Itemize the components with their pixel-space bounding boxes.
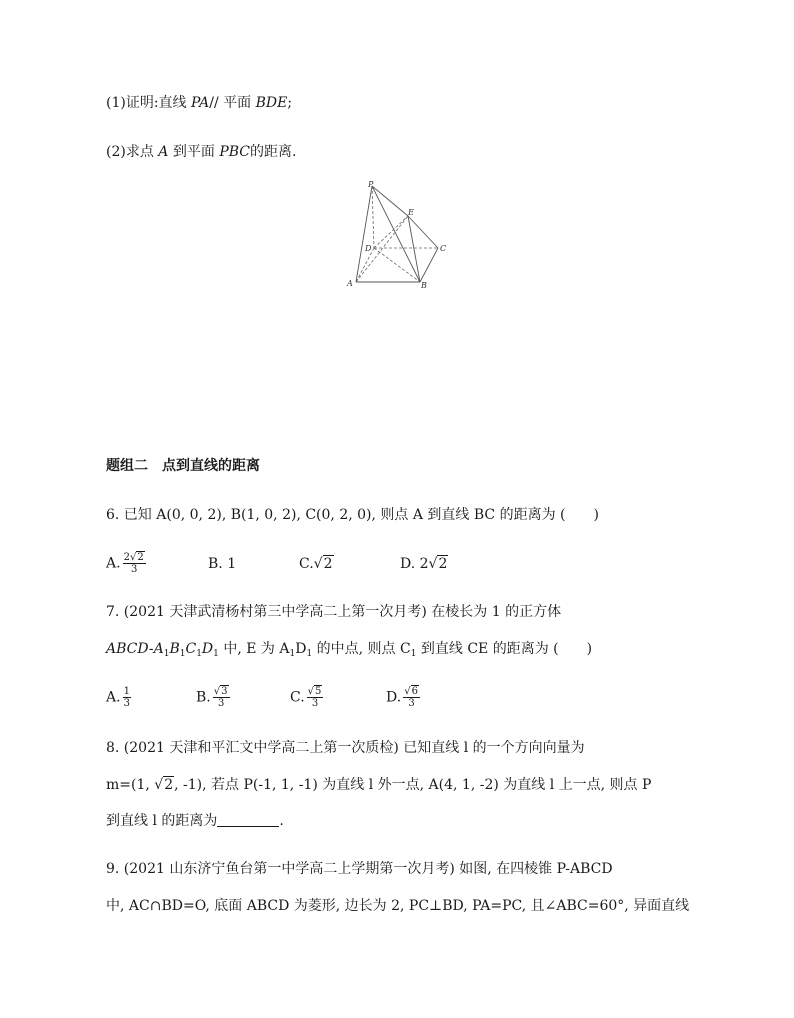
- edge-pe: [372, 186, 408, 216]
- q8-stem-line2: m=(1, √2, -1), 若点 P(-1, 1, -1) 为直线 l 外一点, A(4, 1, -2) 为直线 l 上一点, 则点 P: [106, 777, 652, 793]
- edge-bc: [420, 248, 438, 282]
- edge-eb: [408, 216, 420, 282]
- q6-stem: 6. 已知 A(0, 0, 2), B(1, 0, 2), C(0, 2, 0), 则点 A 到直线 BC 的距离为 ( ): [106, 507, 599, 523]
- q5-part2: (2)求点 A 到平面 PBC的距离.: [106, 144, 297, 160]
- q6-option-d: D. 2√2: [400, 556, 448, 572]
- answer-blank[interactable]: [217, 812, 279, 827]
- q6-option-c: C.√2: [299, 556, 333, 572]
- q9-stem-line1: 9. (2021 山东济宁鱼台第一中学高二上学期第一次月考) 如图, 在四棱锥 P-ABCD: [106, 861, 613, 877]
- q6-option-b: B. 1: [208, 556, 237, 572]
- label-c: C: [440, 244, 447, 253]
- edge-db: [374, 248, 420, 282]
- label-d: D: [365, 244, 372, 253]
- label-e: E: [408, 208, 414, 217]
- pyramid-figure: [340, 178, 460, 293]
- q9-stem-line2: 中, AC∩BD=O, 底面 ABCD 为菱形, 边长为 2, PC⊥BD, PA=PC, 且∠ABC=60°, 异面直线: [106, 898, 690, 914]
- q6-option-a: A. $\frac{2√2}{3}$: [106, 552, 144, 575]
- q7-option-d: D. $\frac{√6}{3}$: [386, 686, 418, 709]
- q5-part1: (1)证明:直线 PA// 平面 BDE;: [106, 95, 293, 111]
- q8-stem-line1: 8. (2021 天津和平汇文中学高二上第一次质检) 已知直线 l 的一个方向向量为: [106, 740, 585, 756]
- q8-stem-line3: 到直线 l 的距离为 .: [106, 813, 284, 829]
- q7-option-b: B. $\frac{√3}{3}$: [196, 686, 228, 709]
- q7-option-a: A. $\frac{1}{3}$: [106, 686, 130, 709]
- edge-pb: [372, 186, 420, 282]
- q7-stem-line1: 7. (2021 天津武清杨村第三中学高二上第一次月考) 在棱长为 1 的正方体: [106, 604, 562, 620]
- section-title: 题组二 点到直线的距离: [106, 458, 260, 474]
- label-p: P: [368, 180, 374, 189]
- q7-stem-line2: ABCD-$A_1B_1C_1D_1$ 中, E 为 $A_1D_1$ 的中点, 则点 $C_1$ 到直线 CE 的距离为 ( ): [106, 641, 593, 659]
- edge-de: [374, 216, 408, 248]
- edge-ae: [356, 216, 408, 282]
- label-a: A: [347, 279, 353, 288]
- label-b: B: [421, 281, 427, 290]
- fraction: $\frac{2√2}{3}$: [123, 552, 144, 575]
- q7-option-c: C. $\frac{√5}{3}$: [290, 686, 322, 709]
- edge-pd: [372, 186, 374, 248]
